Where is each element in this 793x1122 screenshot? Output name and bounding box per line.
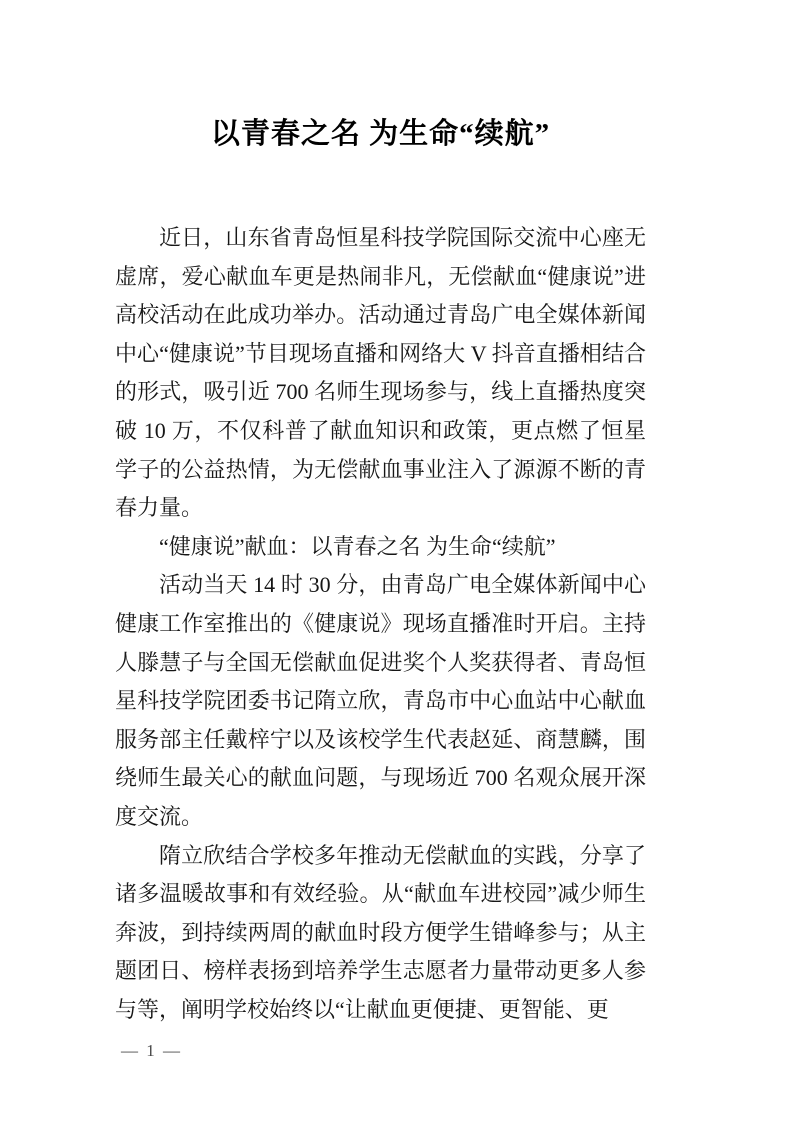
paragraph-intro: 近日，山东省青岛恒星科技学院国际交流中心座无虚席，爱心献血车更是热闹非凡，无偿献血“健康说”进高校活动在此成功举办。活动通过青岛广电全媒体新闻中心“健康说”节目现场直播和网络大 V 抖音直播相结合的形式，吸引近 700 名师生现场参与，线上直播热度突破 10 万，不仅科普了献血知识和政策，更点燃了恒星学子的公益热情，为无偿献血事业注入了源源不断的青春力量。: [115, 225, 646, 521]
paragraph-subheading: “健康说”献血：以青春之名 为生命“续航”: [159, 533, 556, 559]
paragraph-live-broadcast: 活动当天 14 时 30 分，由青岛广电全媒体新闻中心健康工作室推出的《健康说》现场直播准时开启。主持人滕慧子与全国无偿献血促进奖个人奖获得者、青岛恒星科技学院团委书记隋立欣，青岛市中心血站中心献血服务部主任戴梓宁以及该校学生代表赵延、商慧麟，围绕师生最关心的献血问题，与现场近 700 名观众展开深度交流。: [115, 572, 646, 829]
paragraph-experience-sharing: 隋立欣结合学校多年推动无偿献血的实践，分享了诸多温暖故事和有效经验。从“献血车进校园”减少师生奔波，到持续两周的献血时段方便学生错峰参与；从主题团日、榜样表扬到培养学生志愿者力量带动更多人参与等，阐明学校始终以“让献血更便捷、更智能、更: [115, 842, 646, 1022]
page-number: — 1 —: [121, 1041, 182, 1060]
document-content: [115, 112, 646, 1029]
document-title: 以青春之名 为生命“续航”: [210, 118, 551, 150]
